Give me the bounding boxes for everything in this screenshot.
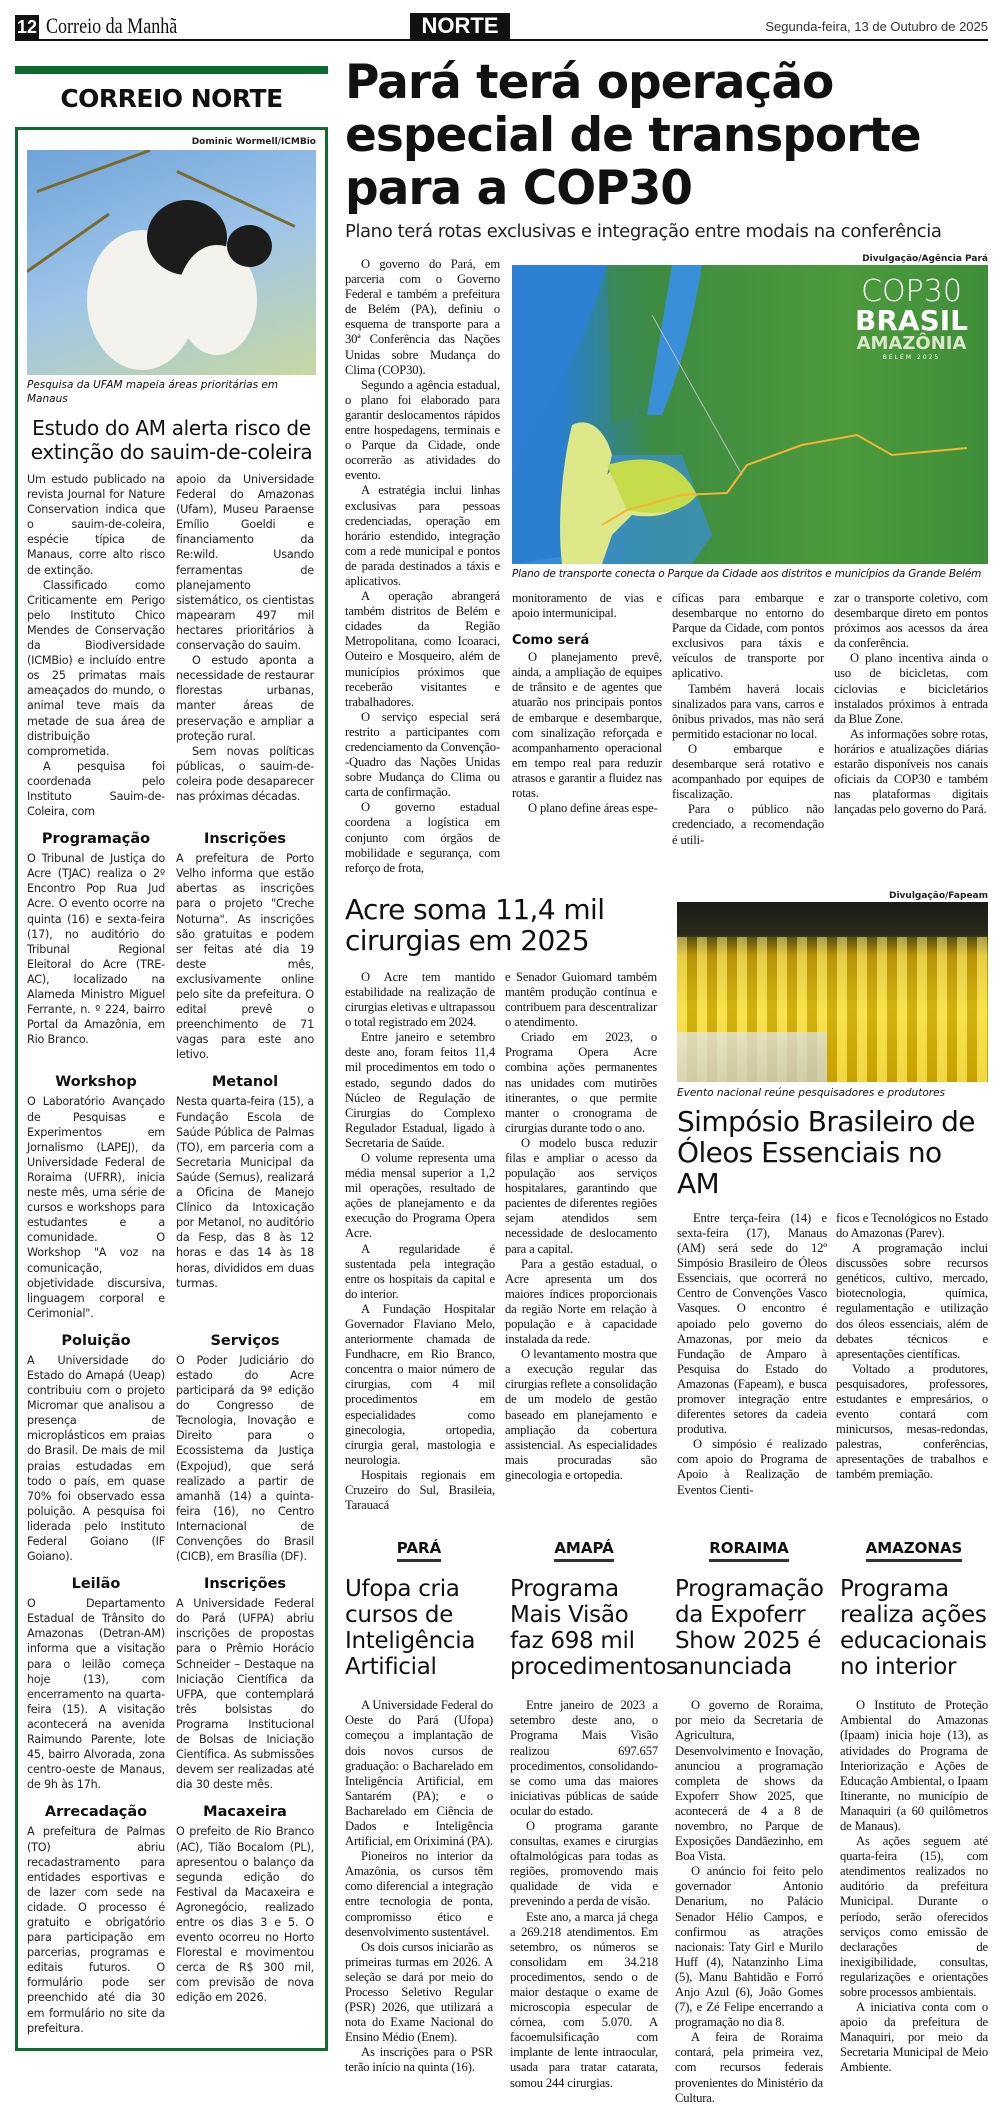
news-note (27, 1062, 165, 1320)
paragraph: As informações sobre rotas, horários e atualizações diárias estarão disponíveis nos canais oficiais da COP30 e também nas plataformas digitais lançadas pelo governo do Pará. (834, 726, 988, 817)
sidebar-green-bar (15, 66, 328, 74)
note-title: Workshop (55, 1074, 137, 1091)
note-title: Macaxeira (203, 1804, 287, 1821)
header-rule (15, 39, 988, 41)
issue-date: Segunda-feira, 13 de Outubro de 2025 (765, 19, 988, 34)
note-title: Inscrições (203, 1576, 287, 1593)
state-label (345, 1539, 493, 1562)
paragraph: A programação inclui discussões sobre recursos genéticos, cultivo, mercado, biotecnologia, química, regulamentação e utilização dos óleos essenciais, além de debates técnicos e apresentações científicas. (836, 1241, 988, 1361)
paragraph: cíficas para embarque e desembarque no entorno do Parque da Cidade, com pontos exclusivos para táxis e veículos de transporte por aplicativo. (672, 591, 824, 681)
state-headline: Programação da Expoferr Show 2025 é anunciada (675, 1576, 824, 1681)
paragraph: O serviço especial será restrito a participantes com credenciamento da Convenção--Quadro das Nações Unidas sobre Mudança do Clima ou carta de confirmação. (345, 709, 500, 800)
paragraph: O governo estadual coordena a logística em conjunto com órgãos de mobilidade e segurança, com reforço de frota, (345, 800, 500, 875)
paragraph: O modelo busca reduzir filas e ampliar o acesso da população aos serviços hospitalares, garantindo que pacientes de diferentes regiões sejam atendidos sem necessidade de deslocamento para a capital. (505, 1135, 657, 1256)
main-article-col4 (834, 591, 988, 817)
second-row (345, 890, 988, 1513)
news-note (176, 1321, 314, 1564)
note-title: Metanol (211, 1074, 279, 1091)
paragraph: A estratégia inclui linhas exclusivas para pessoas credenciadas, operação em horário estendido, integração com a rede municipal e pontos de parada destinados a táxis e aplicativos. (345, 483, 500, 588)
state-label-text: RORAIMA (709, 1539, 789, 1562)
paragraph: Para a gestão estadual, o Acre apresenta um dos maiores índices proporcionais da região Norte em relação à população e à capacidade instalada da rede. (505, 1256, 657, 1347)
sidebar-notes (27, 819, 316, 2036)
paragraph: Também haverá locais sinalizados para vans, carros e ônibus privados, mas não será permitido estacionar no local. (672, 681, 824, 741)
paragraph: O plano define áreas espe- (528, 801, 658, 816)
news-note (27, 1564, 165, 1792)
note-text: O prefeito de Rio Branco (AC), Tião Bocalom (PL), apresentou o balanço da segunda edição do Festival da Macaxeira e Agronegócio, realizado entre os dias 3 e 5. O evento ocorreu no Horto Florestal e movimentou cerca de R$ 300 mil, com previsão de nova edição em 2026. (176, 1825, 314, 2005)
transport-map (512, 265, 988, 564)
state-brief-0 (345, 1539, 493, 2075)
sidebar-headline: Estudo do AM alerta risco de extinção do sauim-de-coleira (30, 416, 313, 464)
state-label (510, 1539, 658, 1562)
paragraph: O planejamento prevê, ainda, a ampliação de equipes de trânsito e de agentes que atuarão nos principais pontos de embarque e desembarque, com sinalização reforçada e acompanhamento operacional em tempo real para reduzir atrasos e garantir a fluidez nas rotas. (512, 650, 662, 801)
paragraph: Para o público não credenciado, a recomendação é utili- (672, 802, 824, 847)
state-label-text: AMAPÁ (554, 1539, 613, 1562)
paragraph: zar o transporte coletivo, com desembarque direto em pontos próximos aos acessos da área da conferência. (834, 591, 988, 651)
oil-bottles-photo (677, 902, 988, 1082)
logo-line: BELÉM 2025 (882, 354, 941, 361)
paragraph: A iniciativa conta com o apoio da prefeitura de Manaquiri, por meio da Secretaria Municipal de Meio Ambiente. (840, 2000, 988, 2075)
paragraph: O embarque e desembarque será rotativo e acompanhado por equipes de fiscalização. (672, 741, 824, 802)
cop30-logo (855, 274, 968, 361)
state-brief-2 (675, 1539, 823, 2106)
state-headline: Programa realiza ações educacionais no interior (840, 1576, 987, 1681)
oleos-col2 (836, 1211, 988, 1483)
article-subtitle: Como será (512, 633, 590, 649)
news-note (176, 1062, 314, 1320)
acre-article (345, 890, 657, 1513)
paragraph: A feira de Roraima contará, pela primeira vez, com recursos federais provenientes do Ministério da Cultura. (675, 2030, 823, 2105)
paragraph: O programa garante consultas, exames e cirurgias oftalmológicas para todas as regiões, promovendo mais qualidade de vida e prevenindo a perda de visão. (510, 1818, 658, 1909)
paragraph: A operação abrangerá também distritos de Belém e cidades da Região Metropolitana, como Icoaraci, Outeiro e Mosqueiro, além de municípios próximos que receberão visitantes e trabalhadores. (345, 589, 500, 709)
state-label-text: AMAZONAS (866, 1539, 963, 1562)
paragraph: O Instituto de Proteção Ambiental do Amazonas (Ipaam) inicia hoje (13), as atividades do Programa de Interiorização e Ações de Educação Ambiental, o Ipaam Itinerante, no município de Manaquiri (a 60 quilômetros de Manaus). (840, 1698, 988, 1833)
paragraph: O governo de Roraima, por meio da Secretaria de Agricultura, Desenvolvimento e Inovação, anunciou a programação completa de shows da Expoferr Show 2025, que acontecerá de 4 a 8 de novembro, no Parque de Exposições Dandãezinho, em Boa Vista. (675, 1698, 823, 1864)
note-title: Programação (41, 831, 151, 848)
logo-line: AMAZÔNIA (856, 333, 967, 354)
paragraph: Voltado a produtores, pesquisadores, professores, estudantes e empresários, o evento contará com minicursos, mesas-redondas, palestras, conferências, apresentações de trabalhos e também premiação. (836, 1361, 988, 1482)
note-title: Leilão (71, 1576, 121, 1593)
paragraph: O governo do Pará, em parceria com o Governo Federal e também a prefeitura de Belém (PA), definiu o esquema de transporte para a 30ª Conferência das Nações Unidas sobre Mudança do Clima (COP30). (345, 257, 500, 377)
paragraph: As inscrições para o PSR terão início na quinta (16). (345, 2045, 493, 2075)
news-note (176, 819, 314, 1062)
note-text: O Tribunal de Justiça do Acre (TJAC) realiza o 2º Encontro Pop Rua Jud Acre. O evento ocorre na quinta (16) e sexta-feira (17), no auditório do Tribunal Regional Eleitoral do Acre (TRE-AC), localizado na Alameda Ministro Miguel Ferrante, n. º 224, bairro Portal da Amazônia, em Rio Branco. (27, 852, 165, 1047)
paragraph: A Universidade Federal do Oeste do Pará (Ufopa) começou a implantação de dois novos cursos de graduação: o Bacharelado em Inteligência Artificial, em Santarém (PA); e o Bacharelado em Ciência de Dados e Inteligência Artificial, em Oriximiná (PA). (345, 1698, 493, 1849)
note-title: Poluição (61, 1332, 131, 1349)
newspaper-name: Correio da Manhã (46, 13, 178, 38)
paragraph: O anúncio foi feito pelo governador Antonio Denarium, no Palácio Senador Hélio Campos, e confirmou as atrações nacionais: Taty Girl e Murilo Huff (4), Natanzinho Lima (5), Manu Bahtidão e Forró Anjo Azul (6), João Gomes (7), e Zé Felipe encerrando a programação no dia 8. (675, 1864, 823, 2030)
paragraph: monitoramento de vias e apoio intermunicipal. (512, 591, 662, 621)
state-label (840, 1539, 988, 1562)
state-label (675, 1539, 823, 1562)
news-note (27, 1321, 165, 1564)
news-note (176, 1564, 314, 1792)
note-text: A Universidade do Estado do Amapá (Ueap) contribuiu com o projeto Micromar que analisou a presença de microplásticos em praias do Brasil. De mais de mil praias estudadas em todo o país, em quase 70% foi observado essa poluição. A pesquisa foi liderada pelo Instituto Federal Goiano (IF Goiano). (27, 1353, 165, 1564)
logo-line: COP30 (861, 274, 962, 309)
note-title: Serviços (210, 1332, 280, 1349)
oleos-col1 (677, 1211, 827, 1498)
page-number: 12 (16, 17, 38, 37)
paragraph: Criado em 2023, o Programa Opera Acre combina ações permanentes nas unidades com mutirões itinerantes, o que permite manter o cronograma de cirurgias durante todo o ano. (505, 1030, 657, 1135)
oleos-article (677, 890, 988, 1498)
note-text: A prefeitura de Palmas (TO) abriu recadastramento para entidades esportivas e de lazer com sede na cidade. O processo é gratuito e obrigatório para participação em parcerias, programas e editais futuros. O formulário pode ser preenchido até dia 30 em formulário no site da prefeitura. (27, 1825, 165, 2035)
state-briefs (345, 1539, 988, 2116)
photo-credit: Dominic Wormell/ICMBio (191, 137, 316, 147)
paragraph: O simpósio é realizado com apoio do Programa de Apoio à Realização de Eventos Cienti- (677, 1437, 827, 1497)
main-content (345, 56, 988, 2116)
oil-photo-credit: Divulgação/Fapeam (889, 890, 988, 901)
state-label-text: PARÁ (397, 1539, 441, 1562)
paragraph: O Acre tem mantido estabilidade na realização de cirurgias eletivas e ultrapassou o total registrado em 2024. (345, 969, 495, 1030)
paragraph: O plano incentiva ainda o uso de bicicletas, com ciclovias e bicicletários instalados próximos à entrada da Blue Zone. (834, 651, 988, 726)
paragraph: ficos e Tecnológicos no Estado do Amazonas (Parev). (836, 1210, 988, 1240)
acre-col1 (345, 970, 495, 1513)
paragraph: Entre janeiro e setembro deste ano, foram feitos 11,4 mil procedimentos em todo o estado, segundo dados do Núcleo de Regulação de Cirurgias do Complexo Regulador Estadual, ligado à Secretaria de Saúde. (345, 1030, 495, 1150)
paragraph: Hospitais regionais em Cruzeiro do Sul, Brasileia, Tarauacá (345, 1467, 495, 1513)
main-headline: Pará terá operação especial de transporte para a COP30 (345, 55, 921, 216)
oil-photo-caption: Evento nacional reúne pesquisadores e produtores (677, 1086, 945, 1099)
main-article (345, 253, 988, 876)
paragraph: Os dois cursos iniciarão as primeiras turmas em 2026. A seleção se dará por meio do Processo Seletivo Regular (PSR) 2026, que utilizará a nota do Exame Nacional do Ensino Médio (Enem). (345, 1939, 493, 2045)
paragraph: As ações seguem até quarta-feira (15), com atendimentos realizados no auditório da prefeitura Municipal. Durante o período, serão oferecidos serviços como emissão de declarações de inexigibilidade, consultas, regularizações e orientações sobre processos ambientais. (840, 1834, 988, 1999)
main-article-col3 (672, 591, 824, 848)
photo-caption: Pesquisa da UFAM mapeia áreas prioritárias em Manaus (27, 379, 279, 405)
state-brief-3 (840, 1539, 988, 2075)
paragraph: O volume representa uma média mensal superior a 1,2 mil operações, resultado de ações de planejamento e da execução do Programa Opera Acre. (345, 1150, 495, 1241)
paragraph: A Fundação Hospitalar Governador Flaviano Melo, anteriormente chamada de Fundhacre, em Rio Branco, concentra o maior número de cirurgias, com 4 mil procedimentos em especialidades como ginecologia, ortopedia, cirurgia geral, mastologia e neurologia. (345, 1301, 495, 1467)
paragraph: e Senador Guiomard também mantêm produção contínua e contribuem para descentralizar o atendimento. (505, 969, 657, 1030)
paragraph: O estudo aponta a necessidade de restaurar florestas urbanas, manter áreas de preservação e ampliar a proteção rural. (176, 654, 314, 743)
paragraph: A pesquisa foi coordenada pelo Instituto Sauim-de-Coleira, com (27, 759, 165, 819)
state-headline: Programa Mais Visão faz 698 mil procedimentos (510, 1576, 678, 1681)
note-title: Arrecadação (44, 1804, 148, 1821)
acre-col2 (505, 970, 657, 1483)
note-text: A prefeitura de Porto Velho informa que estão abertas as inscrições para o projeto "Creche Noturna". As inscrições são gratuitas e podem ser feitas até dia 19 deste mês, exclusivamente online pelo site da prefeitura. O edital prevê o preenchimento de 71 vagas para este ano letivo. (176, 852, 314, 1062)
paragraph: Entre terça-feira (14) e sexta-feira (17), Manaus (AM) será sede do 12º Simpósio Brasileiro de Óleos Essenciais, que ocorrerá no Centro de Convenções Vasco Vasques. O encontro é apoiado pelo governo do Amazonas, por meio da Fundação de Amparo à Pesquisa do Estado do Amazonas (Fapeam), e busca promover integração entre diferentes setores da cadeia produtiva. (677, 1210, 827, 1437)
paragraph: Este ano, a marca já chega a 269.218 atendimentos. Em setembro, os números se consolidam em 34.218 procedimentos, sendo o de maior destaque o exame de microscopia especular de córnea, com 5.070. A facoemulsificação com implante de lente intraocular, usada para tratar catarata, somou 244 cirurgias. (510, 1909, 658, 2090)
paragraph: A regularidade é sustentada pela integração entre os hospitais da capital e do interior. (345, 1241, 495, 1301)
paragraph: Sem novas políticas públicas, o sauim-de-coleira pode desaparecer nas próximas décadas. (176, 744, 314, 803)
paragraph: Classificado como Criticamente em Perigo pelo Instituto Chico Mendes de Conservação da Biodiversidade (ICMBio) e incluído entre os 25 primatas mais ameaçados do mundo, o animal teve mais da metade de sua área de distribuição comprometida. (27, 578, 165, 758)
sauim-photo (27, 150, 316, 375)
paragraph: Segundo a agência estadual, o plano foi elaborado para garantir deslocamentos rápidos entre hospedagens, terminais e o Parque da Cidade, onde ocorrerão as atividades do evento. (345, 377, 500, 483)
map-caption: Plano de transporte conecta o Parque da Cidade aos distritos e municípios da Grande Belém (512, 568, 982, 580)
news-note (27, 1792, 165, 2035)
section-label: NORTE (410, 13, 510, 39)
sidebar-box (15, 127, 328, 2051)
logo-line: BRASIL (855, 304, 968, 337)
note-text: A Universidade Federal do Pará (UFPA) abriu inscrições de propostas para o Prêmio Horácio Schneider – Destaque na Iniciação Científica da UFPA, que contemplará três bolsistas do Programa Institucional de Bolsas de Iniciação Científica. As submissões devem ser realizadas até dia 30 deste mês. (176, 1597, 314, 1792)
note-text: O Poder Judiciário do estado do Acre participará da 9ª edição do Congresso de Tecnologia, Inovação e Direito para o Ecossistema da Justiça (Expojud), que será realizado a partir de amanhã (14) a quinta-feira (16), no Centro Internacional de Convenções do Brasil (CICB), em Brasília (DF). (176, 1353, 314, 1564)
state-headline: Ufopa cria cursos de Inteligência Artificial (345, 1576, 476, 1681)
main-subhead: Plano terá rotas exclusivas e integração entre modais na conferência (345, 221, 942, 242)
sidebar-lead-article (27, 472, 316, 819)
map-and-columns (512, 253, 988, 848)
main-article-col2 (512, 591, 662, 816)
note-title: Inscrições (203, 831, 287, 848)
paragraph: Pioneiros no interior da Amazônia, os cursos têm como diferencial a integração entre tecnologia de ponta, compromisso ético e desenvolvimento sustentável. (345, 1849, 493, 1939)
paragraph: apoio da Universidade Federal do Amazonas (Ufam), Museu Paraense Emílio Goeldi e financiamento da Re:wild. Usando ferramentas de planejamento sistemático, os cientistas mapearam 497 mil hectares prioritários à conservação do sauim. (176, 473, 314, 653)
sidebar-title: CORREIO NORTE (60, 84, 283, 113)
sidebar (15, 66, 328, 2051)
oleos-headline: Simpósio Brasileiro de Óleos Essenciais no AM (677, 1104, 975, 1200)
note-text: Nesta quarta-feira (15), a Fundação Escola de Saúde Pública de Palmas (TO), em parceria com a Secretaria Municipal da Saúde (Semus), realizará a Oficina de Manejo Clínico da Intoxicação por Metanol, no auditório da Fesp, das 8 às 12 horas e das 14 às 18 horas, divididos em duas turmas. (176, 1095, 314, 1290)
note-text: O Laboratório Avançado de Pesquisas e Experimentos em Jornalismo (LAPEJ), da Universidade Federal de Roraima (UFRR), inicia neste mês, uma série de cursos e workshops para estudantes e a comunidade. O Workshop "A voz na comunicação, objetividade discursiva, linguagem corporal e Cerimonial". (27, 1095, 165, 1320)
state-brief-1 (510, 1539, 678, 2090)
paragraph: Entre janeiro de 2023 a setembro deste ano, o Programa Mais Visão realizou 697.657 procedimentos, consolidando-se como uma das maiores iniciativas públicas de saúde ocular do estado. (510, 1698, 658, 1818)
paragraph: Um estudo publicado na revista Journal for Nature Conservation indica que o sauim-de-coleira, espécie típica de Manaus, corre alto risco de extinção. (27, 473, 165, 577)
news-note (27, 819, 165, 1062)
main-article-col1 (345, 257, 500, 876)
acre-headline: Acre soma 11,4 mil cirurgias em 2025 (345, 892, 605, 957)
news-note (176, 1792, 314, 2035)
note-text: O Departamento Estadual de Trânsito do Amazonas (Detran-AM) informa que a visitação para o leilão começa hoje (13), com encerramento na quarta-feira (15). A visitação acontecerá na avenida Raimundo Parente, lote 45, bairro Alvorada, zona centro-oeste de Manaus, de 9h às 17h. (27, 1597, 165, 1792)
paragraph: O levantamento mostra que a execução regular das cirurgias reflete a consolidação de um modelo de gestão baseado em planejamento e ampliação da cobertura assistencial. As especialidades mais procuradas são ginecologia e ortopedia. (505, 1347, 657, 1482)
map-credit: Divulgação/Agência Pará (862, 254, 988, 264)
